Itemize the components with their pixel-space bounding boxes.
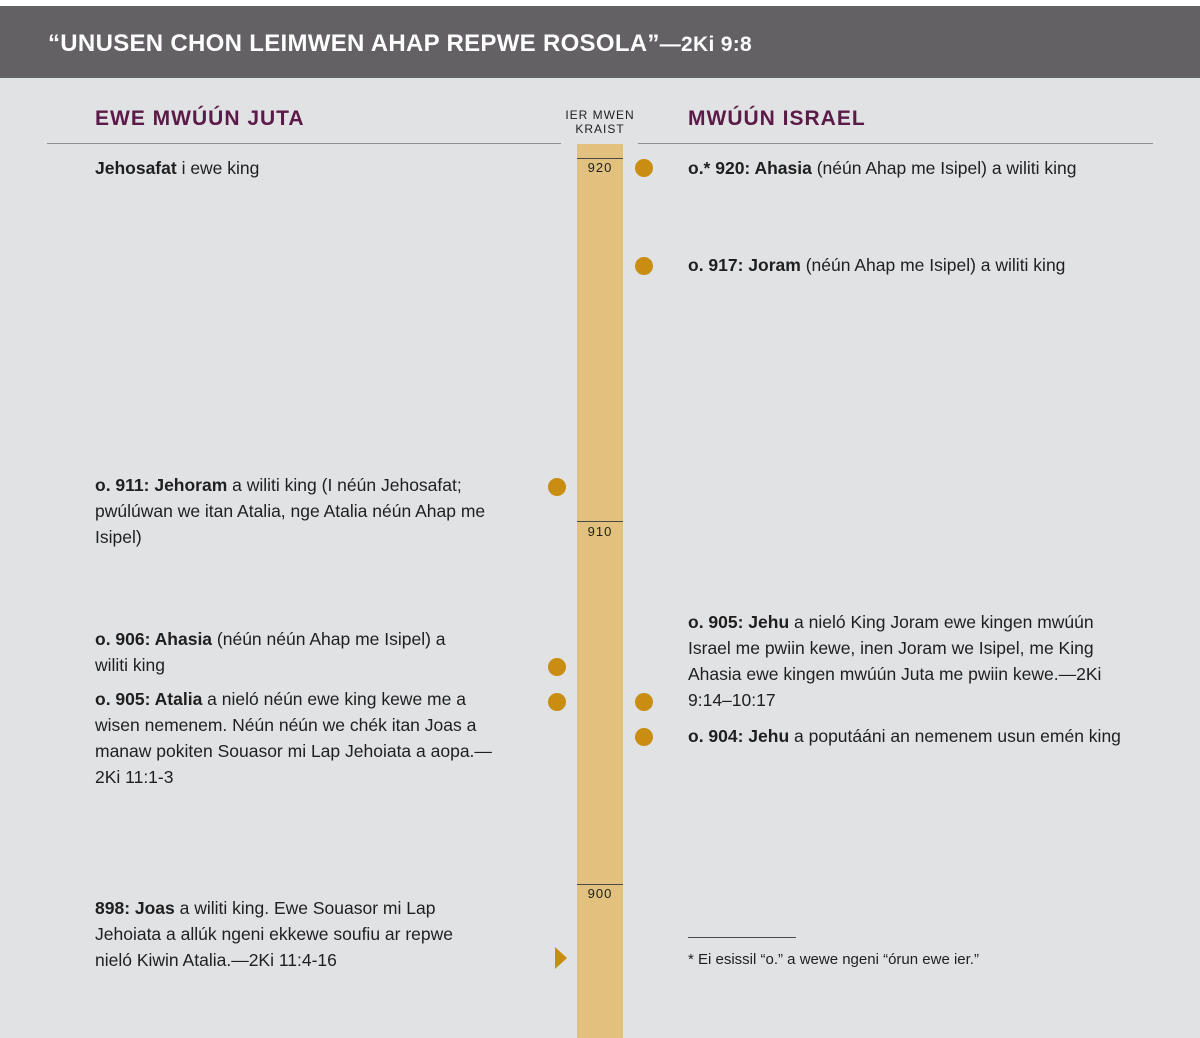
israel-event-marker xyxy=(635,159,653,177)
title-text: “UNUSEN CHON LEIMWEN AHAP REPWE ROSOLA” xyxy=(48,30,660,57)
israel-event: o. 904: Jehu a poputááni an nemenem usun emén king xyxy=(688,726,1121,746)
title-reference: —2Ki 9:8 xyxy=(659,33,752,56)
axis-label-line-2: KRAIST xyxy=(575,122,625,136)
timeline-axis-label xyxy=(556,108,644,136)
timeline-tick-label-920: 920 xyxy=(587,160,613,175)
israel-event: o.* 920: Ahasia (néún Ahap me Isipel) a wiliti king xyxy=(688,158,1077,178)
axis-label-line-1: IER MWEN xyxy=(565,108,635,122)
footnote-rule xyxy=(688,937,796,938)
juda-event-arrow-marker xyxy=(555,947,567,969)
juda-heading-rule xyxy=(47,143,561,144)
timeline-band xyxy=(577,144,623,1038)
timeline-tick-label-900: 900 xyxy=(587,886,613,901)
israel-event: o. 917: Joram (néún Ahap me Isipel) a wiliti king xyxy=(688,255,1066,275)
juda-event-marker xyxy=(548,478,566,496)
israel-event-marker xyxy=(635,257,653,275)
timeline-tick-920 xyxy=(577,158,623,159)
israel-column-heading: MWÚÚN ISRAEL xyxy=(688,107,866,130)
juda-event: o. 906: Ahasia (néún néún Ahap me Isipel) a wiliti king xyxy=(95,629,446,675)
juda-event-marker xyxy=(548,693,566,711)
israel-event-marker xyxy=(635,693,653,711)
juda-event-marker xyxy=(548,658,566,676)
timeline-tick-910 xyxy=(577,521,623,522)
footnote: * Ei esissil “o.” a wewe ngeni “órun ewe ier.” xyxy=(688,951,979,968)
israel-event: o. 905: Jehu a nieló King Joram ewe kingen mwúún Israel me pwiin kewe, inen Joram we Isipel, me King Ahasia ewe kingen mwúún Juta me pwiin kewe.—2Ki 9:14–10:17 xyxy=(688,612,1102,710)
juda-event: Jehosafat i ewe king xyxy=(95,158,260,178)
juda-event: o. 911: Jehoram a wiliti king (I néún Jehosafat; pwúlúwan we itan Atalia, nge Atalia néún Ahap me Isipel) xyxy=(95,475,486,547)
juda-column-heading: EWE MWÚÚN JUTA xyxy=(95,107,305,130)
israel-event-marker xyxy=(635,728,653,746)
juda-event: o. 905: Atalia a nieló néún ewe king kewe me a wisen nemenem. Néún néún we chék itan Joas a manaw pokiten Souasor mi Lap Jehoiata a aopa.—2Ki 11:1-3 xyxy=(95,689,492,787)
juda-event: 898: Joas a wiliti king. Ewe Souasor mi Lap Jehoiata a allúk ngeni ekkewe soufiu ar repwe nieló Kiwin Atalia.—2Ki 11:4-16 xyxy=(95,898,453,970)
timeline-tick-label-910: 910 xyxy=(587,524,613,539)
title-bar xyxy=(0,6,1200,78)
timeline-tick-900 xyxy=(577,884,623,885)
israel-heading-rule xyxy=(638,143,1153,144)
page-title xyxy=(48,30,752,58)
